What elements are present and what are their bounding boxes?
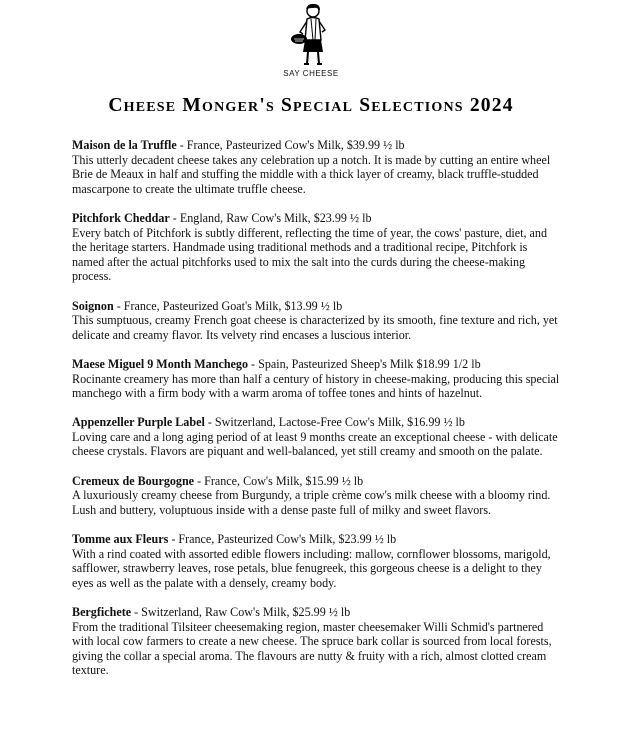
- cheese-item: [72, 605, 562, 678]
- cheese-item: [72, 138, 562, 196]
- cheese-meta: - England, Raw Cow's Milk, $23.99 ½ lb: [169, 210, 372, 225]
- brand-name: SAY CHEESE: [283, 69, 339, 78]
- cheese-description: This utterly decadent cheese takes any celebration up a notch. It is made by cutting an entire wheel Brie de Meaux in half and stuffing the middle with a thick layer of creamy, black truffle-studded mascarpone to create the ultimate truffle cheese.: [72, 152, 551, 196]
- logo: [0, 0, 622, 78]
- cheese-meta: - Switzerland, Raw Cow's Milk, $25.99 ½ lb: [131, 605, 351, 619]
- cheese-meta: - France, Pasteurized Cow's Milk, $23.99 ½ lb: [168, 532, 397, 547]
- cheese-meta: - France, Cow's Milk, $15.99 ½ lb: [194, 473, 364, 488]
- cheese-description: With a rind coated with assorted edible flowers including: mallow, cornflower blossoms, marigold, safflower, strawberry leaves, rose petals, blue fenugreek, this gorgeous cheese is a delight to they eyes as well as the palate with a densely, creamy body.: [72, 546, 551, 590]
- cheese-list: [72, 138, 562, 693]
- cheese-name: Appenzeller Purple Label: [72, 415, 205, 430]
- cheese-name: Maison de la Truffle: [72, 138, 177, 152]
- cheese-item: [72, 357, 562, 401]
- cheese-description: From the traditional Tilsiteer cheesemaking region, master cheesemaker Willi Schmid's partnered with local cow farmers to create a new cheese. The spruce bark collar is sourced from local forests, giving the collar a special aroma. The flavours are nutty & fruity with a rich, almost clotted cream texture.: [72, 619, 552, 678]
- cheese-description: This sumptuous, creamy French goat cheese is characterized by its smooth, fine texture and rich, yet delicate and creamy flavor. Its velvety rind encases a luscious interior.: [72, 313, 558, 342]
- cheese-meta: - France, Pasteurized Goat's Milk, $13.99 ½ lb: [113, 298, 343, 313]
- cheese-name: Bergfichete: [72, 605, 132, 619]
- cheese-meta: - Spain, Pasteurized Sheep's Milk $18.99 1/2 lb: [248, 356, 481, 371]
- cheese-description: Rocinante creamery has more than half a century of history in cheese-making, producing this special manchego with a firm body with a warm aroma of toffee tones and hints of hazelnut.: [72, 371, 560, 401]
- cheese-name: Cremeux de Bourgogne: [72, 473, 195, 488]
- cheese-monger-figure-icon: [289, 2, 333, 68]
- cheese-name: Soignon: [72, 298, 114, 313]
- page-title: Cheese Monger's Special Selections 2024: [108, 95, 514, 116]
- cheese-meta: - Switzerland, Lactose-Free Cow's Milk, $16.99 ½ lb: [204, 415, 465, 430]
- cheese-item: [72, 474, 562, 518]
- cheese-description: Loving care and a long aging period of at least 9 months create an exceptional cheese - with delicate cheese crystals. Flavors are piquant and well-balanced, yet still creamy and smooth on the palate.: [72, 429, 558, 459]
- cheese-item: [72, 299, 562, 343]
- cheese-item: [72, 532, 562, 590]
- cheese-name: Tomme aux Fleurs: [72, 532, 169, 547]
- cheese-description: Every batch of Pitchfork is subtly different, reflecting the time of year, the cows' pasture, diet, and the heritage starters. Handmade using traditional methods and a traditional recipe, Pitchfork is named after the actual pitchforks used to mix the salt into the curds during the cheese-making process.: [72, 225, 547, 284]
- cheese-name: Maese Miguel 9 Month Manchego: [72, 356, 249, 371]
- cheese-name: Pitchfork Cheddar: [72, 210, 170, 225]
- cheese-description: A luxuriously creamy cheese from Burgundy, a triple crème cow's milk cheese with a bloomy rind. Lush and buttery, voluptuous inside with a dense paste full of milky and sweet flavors.: [72, 488, 551, 517]
- cheese-item: [72, 211, 562, 284]
- cheese-meta: - France, Pasteurized Cow's Milk, $39.99 ½ lb: [176, 138, 405, 152]
- cheese-item: [72, 415, 562, 459]
